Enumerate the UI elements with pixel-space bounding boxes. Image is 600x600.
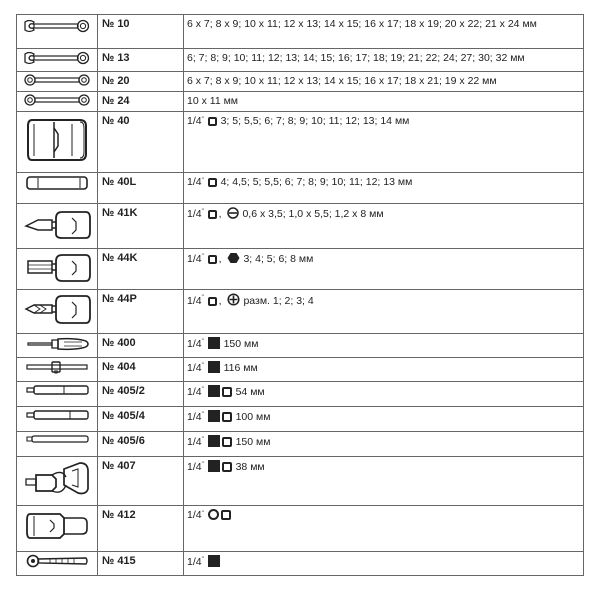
icon-cell	[17, 15, 98, 49]
square-drive-filled-icon	[208, 410, 220, 422]
drive-size: 1/4	[187, 208, 202, 220]
spec-values: разм. 1; 2; 3; 4	[243, 295, 314, 307]
square-drive-filled-icon	[208, 337, 220, 349]
item-code: № 415	[98, 552, 184, 576]
drive-size: 1/4	[187, 338, 202, 350]
slotted-bit-socket-icon	[22, 206, 92, 240]
square-socket-icon	[221, 510, 231, 520]
adapter-icon	[24, 508, 90, 544]
item-spec: 1/4" 3; 5; 5,5; 6; 7; 8; 9; 10; 11; 12; 13; 14 мм	[184, 112, 584, 173]
item-code: № 407	[98, 457, 184, 506]
spec-values: 3; 5; 5,5; 6; 7; 8; 9; 10; 11; 12; 13; 14 мм	[220, 115, 410, 127]
icon-cell	[17, 204, 98, 249]
icon-cell	[17, 506, 98, 552]
spec-values: 4; 4,5; 5; 5,5; 6; 7; 8; 9; 10; 11; 12; 13 мм	[220, 176, 413, 188]
square-drive-filled-icon	[208, 460, 220, 472]
ratchet-icon	[24, 554, 90, 568]
table-row	[17, 552, 584, 576]
item-spec: 1/4" , 0,6 x 3,5; 1,0 x 5,5; 1,2 x 8 мм	[184, 204, 584, 249]
square-drive-icon	[208, 255, 217, 264]
table-row	[17, 290, 584, 334]
round-socket-icon	[208, 509, 219, 520]
drive-size: 1/4	[187, 436, 202, 448]
table-row	[17, 407, 584, 432]
item-spec: 10 x 11 мм	[184, 92, 584, 112]
drive-size: 1/4	[187, 362, 202, 374]
item-spec: 1/4" 150 мм	[184, 432, 584, 457]
table-row	[17, 249, 584, 290]
item-code: № 40	[98, 112, 184, 173]
square-socket-icon	[222, 412, 232, 422]
icon-cell	[17, 382, 98, 407]
square-drive-filled-icon	[208, 435, 220, 447]
item-spec: 1/4"	[184, 552, 584, 576]
drive-size: 1/4	[187, 386, 202, 398]
table-row	[17, 112, 584, 173]
table-row	[17, 173, 584, 204]
spec-values: 150 мм	[235, 436, 271, 448]
drive-size: 1/4	[187, 253, 202, 265]
item-spec: 1/4" 100 мм	[184, 407, 584, 432]
square-drive-icon	[208, 178, 217, 187]
spec-values: 100 мм	[235, 411, 271, 423]
square-drive-icon	[208, 210, 217, 219]
icon-cell	[17, 432, 98, 457]
drive-size: 1/4	[187, 461, 202, 473]
square-drive-filled-icon	[208, 361, 220, 373]
drive-size: 1/4	[187, 509, 202, 521]
extension-bar-icon	[24, 384, 90, 396]
spec-values: 0,6 x 3,5; 1,0 x 5,5; 1,2 x 8 мм	[242, 208, 384, 220]
table-row	[17, 204, 584, 249]
hexagon-icon	[227, 252, 240, 264]
table-row	[17, 358, 584, 382]
icon-cell	[17, 457, 98, 506]
deep-socket-icon	[24, 175, 90, 191]
icon-cell	[17, 552, 98, 576]
icon-cell	[17, 49, 98, 72]
square-drive-filled-icon	[208, 555, 220, 567]
item-spec: 6; 7; 8; 9; 10; 11; 12; 13; 14; 15; 16; 17; 18; 19; 21; 22; 24; 27; 30; 32 мм	[184, 49, 584, 72]
combination-wrench-icon	[23, 51, 91, 65]
table-row	[17, 382, 584, 407]
icon-cell	[17, 249, 98, 290]
item-code: № 412	[98, 506, 184, 552]
item-spec: 1/4" 54 мм	[184, 382, 584, 407]
icon-cell	[17, 92, 98, 112]
ring-wrench-icon	[23, 74, 91, 86]
table-row	[17, 334, 584, 358]
phillips-bit-socket-icon	[22, 292, 92, 326]
item-spec: 6 x 7; 8 x 9; 10 x 11; 12 x 13; 14 x 15; 16 x 17; 18 x 19; 20 x 22; 21 x 24 мм	[184, 15, 584, 49]
item-code: № 405/2	[98, 382, 184, 407]
item-spec: 1/4" 150 мм	[184, 334, 584, 358]
square-socket-icon	[222, 462, 232, 472]
item-code: № 41K	[98, 204, 184, 249]
square-drive-icon	[208, 117, 217, 126]
item-code: № 20	[98, 72, 184, 92]
item-spec: 6 x 7; 8 x 9; 10 x 11; 12 x 13; 14 x 15; 16 x 17; 18 x 21; 19 x 22 мм	[184, 72, 584, 92]
drive-size: 1/4	[187, 295, 202, 307]
square-socket-icon	[222, 437, 232, 447]
drive-size: 1/4	[187, 176, 202, 188]
table-row	[17, 506, 584, 552]
drive-size: 1/4	[187, 115, 202, 127]
universal-joint-icon	[22, 459, 92, 497]
screwdriver-handle-icon	[24, 336, 90, 352]
table-row	[17, 457, 584, 506]
socket-icon	[24, 114, 90, 166]
item-spec: 1/4"	[184, 506, 584, 552]
icon-cell	[17, 358, 98, 382]
spec-values: 150 мм	[223, 338, 259, 350]
item-code: № 13	[98, 49, 184, 72]
item-code: № 44K	[98, 249, 184, 290]
icon-cell	[17, 112, 98, 173]
item-spec: 1/4" 4; 4,5; 5; 5,5; 6; 7; 8; 9; 10; 11; 12; 13 мм	[184, 173, 584, 204]
icon-cell	[17, 173, 98, 204]
icon-cell	[17, 334, 98, 358]
item-code: № 44P	[98, 290, 184, 334]
tool-spec-table	[16, 14, 584, 576]
square-drive-filled-icon	[208, 385, 220, 397]
icon-cell	[17, 290, 98, 334]
t-handle-icon	[24, 360, 90, 374]
item-spec: 1/4" , 3; 4; 5; 6; 8 мм	[184, 249, 584, 290]
spec-values: 3; 4; 5; 6; 8 мм	[243, 253, 314, 265]
spec-values: 38 мм	[235, 461, 265, 473]
table-row	[17, 15, 584, 49]
table-row	[17, 49, 584, 72]
table-row	[17, 92, 584, 112]
icon-cell	[17, 72, 98, 92]
item-code: № 10	[98, 15, 184, 49]
item-spec: 1/4" 116 мм	[184, 358, 584, 382]
item-code: № 405/6	[98, 432, 184, 457]
square-drive-icon	[208, 297, 217, 306]
item-spec: 1/4" 38 мм	[184, 457, 584, 506]
drive-size: 1/4	[187, 556, 202, 568]
slotted-screw-icon	[227, 207, 239, 219]
item-spec: 1/4" , разм. 1; 2; 3; 4	[184, 290, 584, 334]
item-code: № 400	[98, 334, 184, 358]
table-row	[17, 432, 584, 457]
item-code: № 24	[98, 92, 184, 112]
item-code: № 40L	[98, 173, 184, 204]
extension-bar-icon	[24, 434, 90, 444]
square-socket-icon	[222, 387, 232, 397]
item-code: № 404	[98, 358, 184, 382]
drive-size: 1/4	[187, 411, 202, 423]
hex-bit-socket-icon	[22, 251, 92, 283]
combination-wrench-icon	[23, 19, 91, 33]
table-row	[17, 72, 584, 92]
extension-bar-icon	[24, 409, 90, 421]
phillips-screw-icon	[227, 293, 240, 306]
ring-wrench-icon	[23, 94, 91, 106]
spec-values: 116 мм	[223, 362, 258, 374]
icon-cell	[17, 407, 98, 432]
item-code: № 405/4	[98, 407, 184, 432]
spec-values: 54 мм	[235, 386, 265, 398]
